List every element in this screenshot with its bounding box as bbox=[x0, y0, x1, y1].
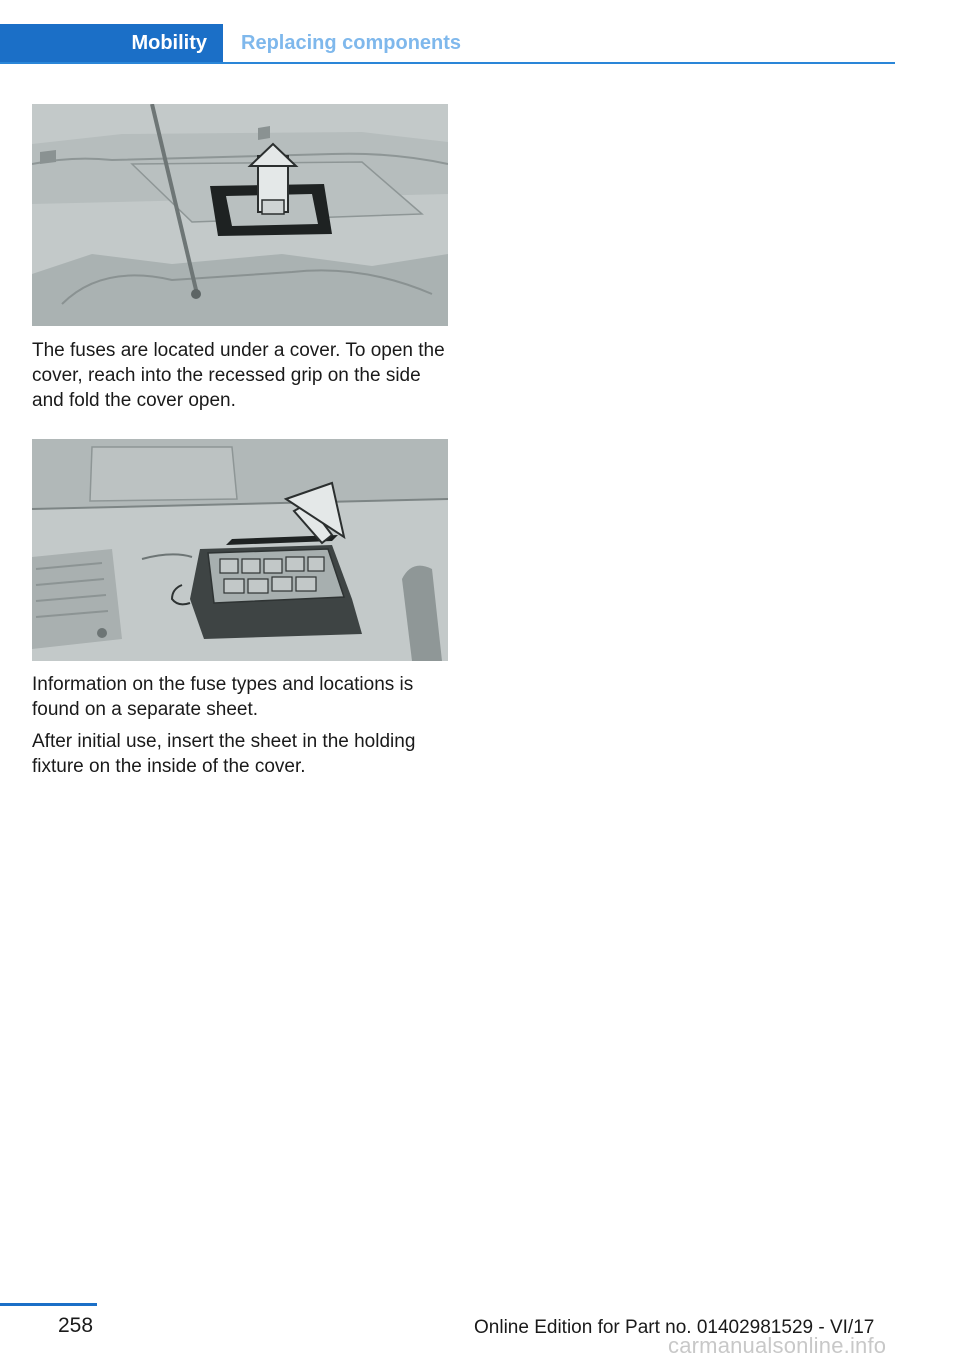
section-tab bbox=[241, 24, 461, 62]
page-header bbox=[0, 24, 895, 64]
paragraph-insert-sheet: After initial use, insert the sheet in the holding fixture on the inside of the cover. bbox=[32, 731, 416, 777]
chapter-tab bbox=[0, 24, 223, 62]
page-number: 258 bbox=[58, 1314, 94, 1337]
paragraph-fuse-info: Information on the fuse types and locations is found on a separate sheet. bbox=[32, 674, 414, 720]
section-label: Replacing components bbox=[241, 31, 462, 54]
footer-rule bbox=[0, 1303, 97, 1306]
cover-illustration bbox=[32, 104, 448, 326]
edition-text: Online Edition for Part no. 01402981529 - VI/17 bbox=[474, 1317, 875, 1338]
fuse-box-illustration bbox=[32, 439, 448, 661]
chapter-label: Mobility bbox=[131, 31, 207, 54]
watermark: carmanualsonline.info bbox=[668, 1333, 887, 1358]
paragraph-cover-location: The fuses are located under a cover. To open the cover, reach into the recessed grip on the side and fold the cover open. bbox=[32, 340, 445, 411]
